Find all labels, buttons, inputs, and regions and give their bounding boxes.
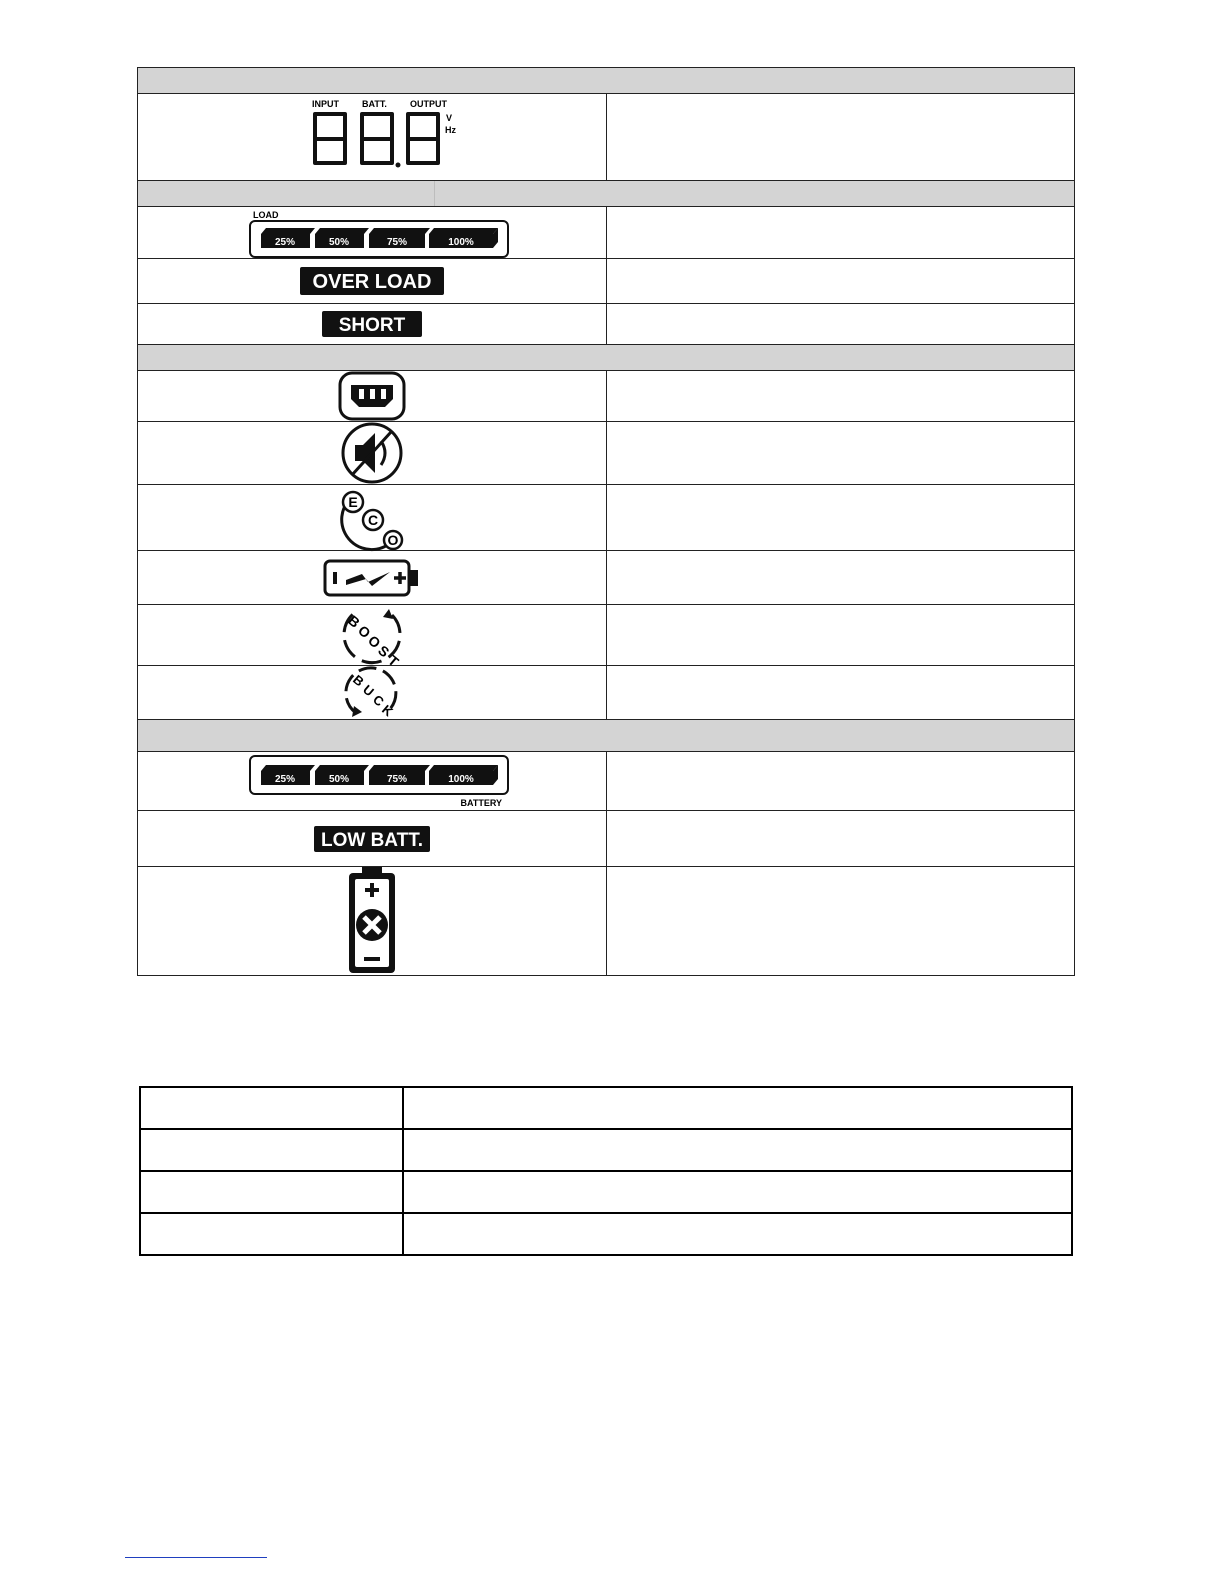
overload-text: OVER LOAD <box>312 271 432 293</box>
hertz-unit: Hz <box>444 125 456 135</box>
spec-table <box>139 1086 1073 1256</box>
load-segment-50: 50% <box>328 236 349 248</box>
battery-level-bar-icon <box>237 753 507 809</box>
eco-row <box>138 485 1075 551</box>
load-level-row <box>138 207 1075 259</box>
load-segment-25: 25% <box>274 236 295 248</box>
buck-letter-c: C <box>369 691 387 709</box>
spec-row <box>140 1087 1072 1129</box>
section-header-band <box>138 68 1075 94</box>
boost-letter-b: B <box>344 612 363 631</box>
ac-inlet-icon <box>337 371 407 421</box>
overload-row <box>138 259 1075 304</box>
low-battery-text: LOW BATT. <box>320 829 423 851</box>
low-battery-badge-icon <box>314 826 430 852</box>
buck-letter-b: B <box>349 671 367 689</box>
battery-charging-row <box>138 551 1075 605</box>
buck-letter-k: K <box>378 701 396 719</box>
boost-letter-o2: O <box>364 632 384 652</box>
boost-letter-o1: O <box>354 622 374 642</box>
seven-segment-display-icon <box>292 97 456 177</box>
boost-letter-s: S <box>374 642 393 661</box>
boost-letter-t: T <box>384 652 402 670</box>
batt-label: BATT. <box>361 99 387 109</box>
eco-icon <box>336 486 408 550</box>
battery-segment-75: 75% <box>386 774 407 785</box>
battery-segment-100: 100% <box>447 774 474 785</box>
mode-section-band <box>138 345 1075 371</box>
battery-label: BATTERY <box>460 798 502 808</box>
eco-letter-e: E <box>348 493 358 510</box>
battery-segment-25: 25% <box>274 774 295 785</box>
volt-unit: V <box>445 113 452 123</box>
boost-row <box>138 605 1075 666</box>
load-label: LOAD <box>252 209 279 220</box>
buck-row <box>138 666 1075 720</box>
buck-letter-u: U <box>359 681 377 699</box>
spec-row <box>140 1213 1072 1255</box>
section-header-band-split <box>138 181 1075 207</box>
short-badge-icon <box>322 311 422 337</box>
buck-icon <box>340 667 404 719</box>
digits-row <box>138 94 1075 181</box>
mute-icon <box>339 423 405 483</box>
battery-section-band <box>138 720 1075 752</box>
boost-icon <box>337 605 407 670</box>
spec-row <box>140 1129 1072 1171</box>
overload-badge-icon <box>300 267 444 295</box>
input-label: INPUT <box>311 99 339 109</box>
battery-segment-50: 50% <box>328 774 349 785</box>
mute-row <box>138 422 1075 485</box>
battery-fault-row <box>138 867 1075 976</box>
low-battery-row <box>138 811 1075 867</box>
load-segment-75: 75% <box>386 236 407 248</box>
battery-fault-icon <box>346 867 398 975</box>
eco-letter-o: O <box>387 531 399 548</box>
load-level-bar-icon <box>237 208 507 258</box>
output-label: OUTPUT <box>409 99 447 109</box>
eco-letter-c: C <box>367 511 378 528</box>
battery-charging-icon <box>322 558 422 598</box>
spec-row <box>140 1171 1072 1213</box>
short-row <box>138 304 1075 345</box>
load-segment-100: 100% <box>447 236 474 248</box>
lcd-display-table <box>137 67 1075 976</box>
short-text: SHORT <box>338 315 405 336</box>
ac-inlet-row <box>138 371 1075 422</box>
battery-level-row <box>138 752 1075 811</box>
footer-link-underline[interactable] <box>125 1557 267 1558</box>
